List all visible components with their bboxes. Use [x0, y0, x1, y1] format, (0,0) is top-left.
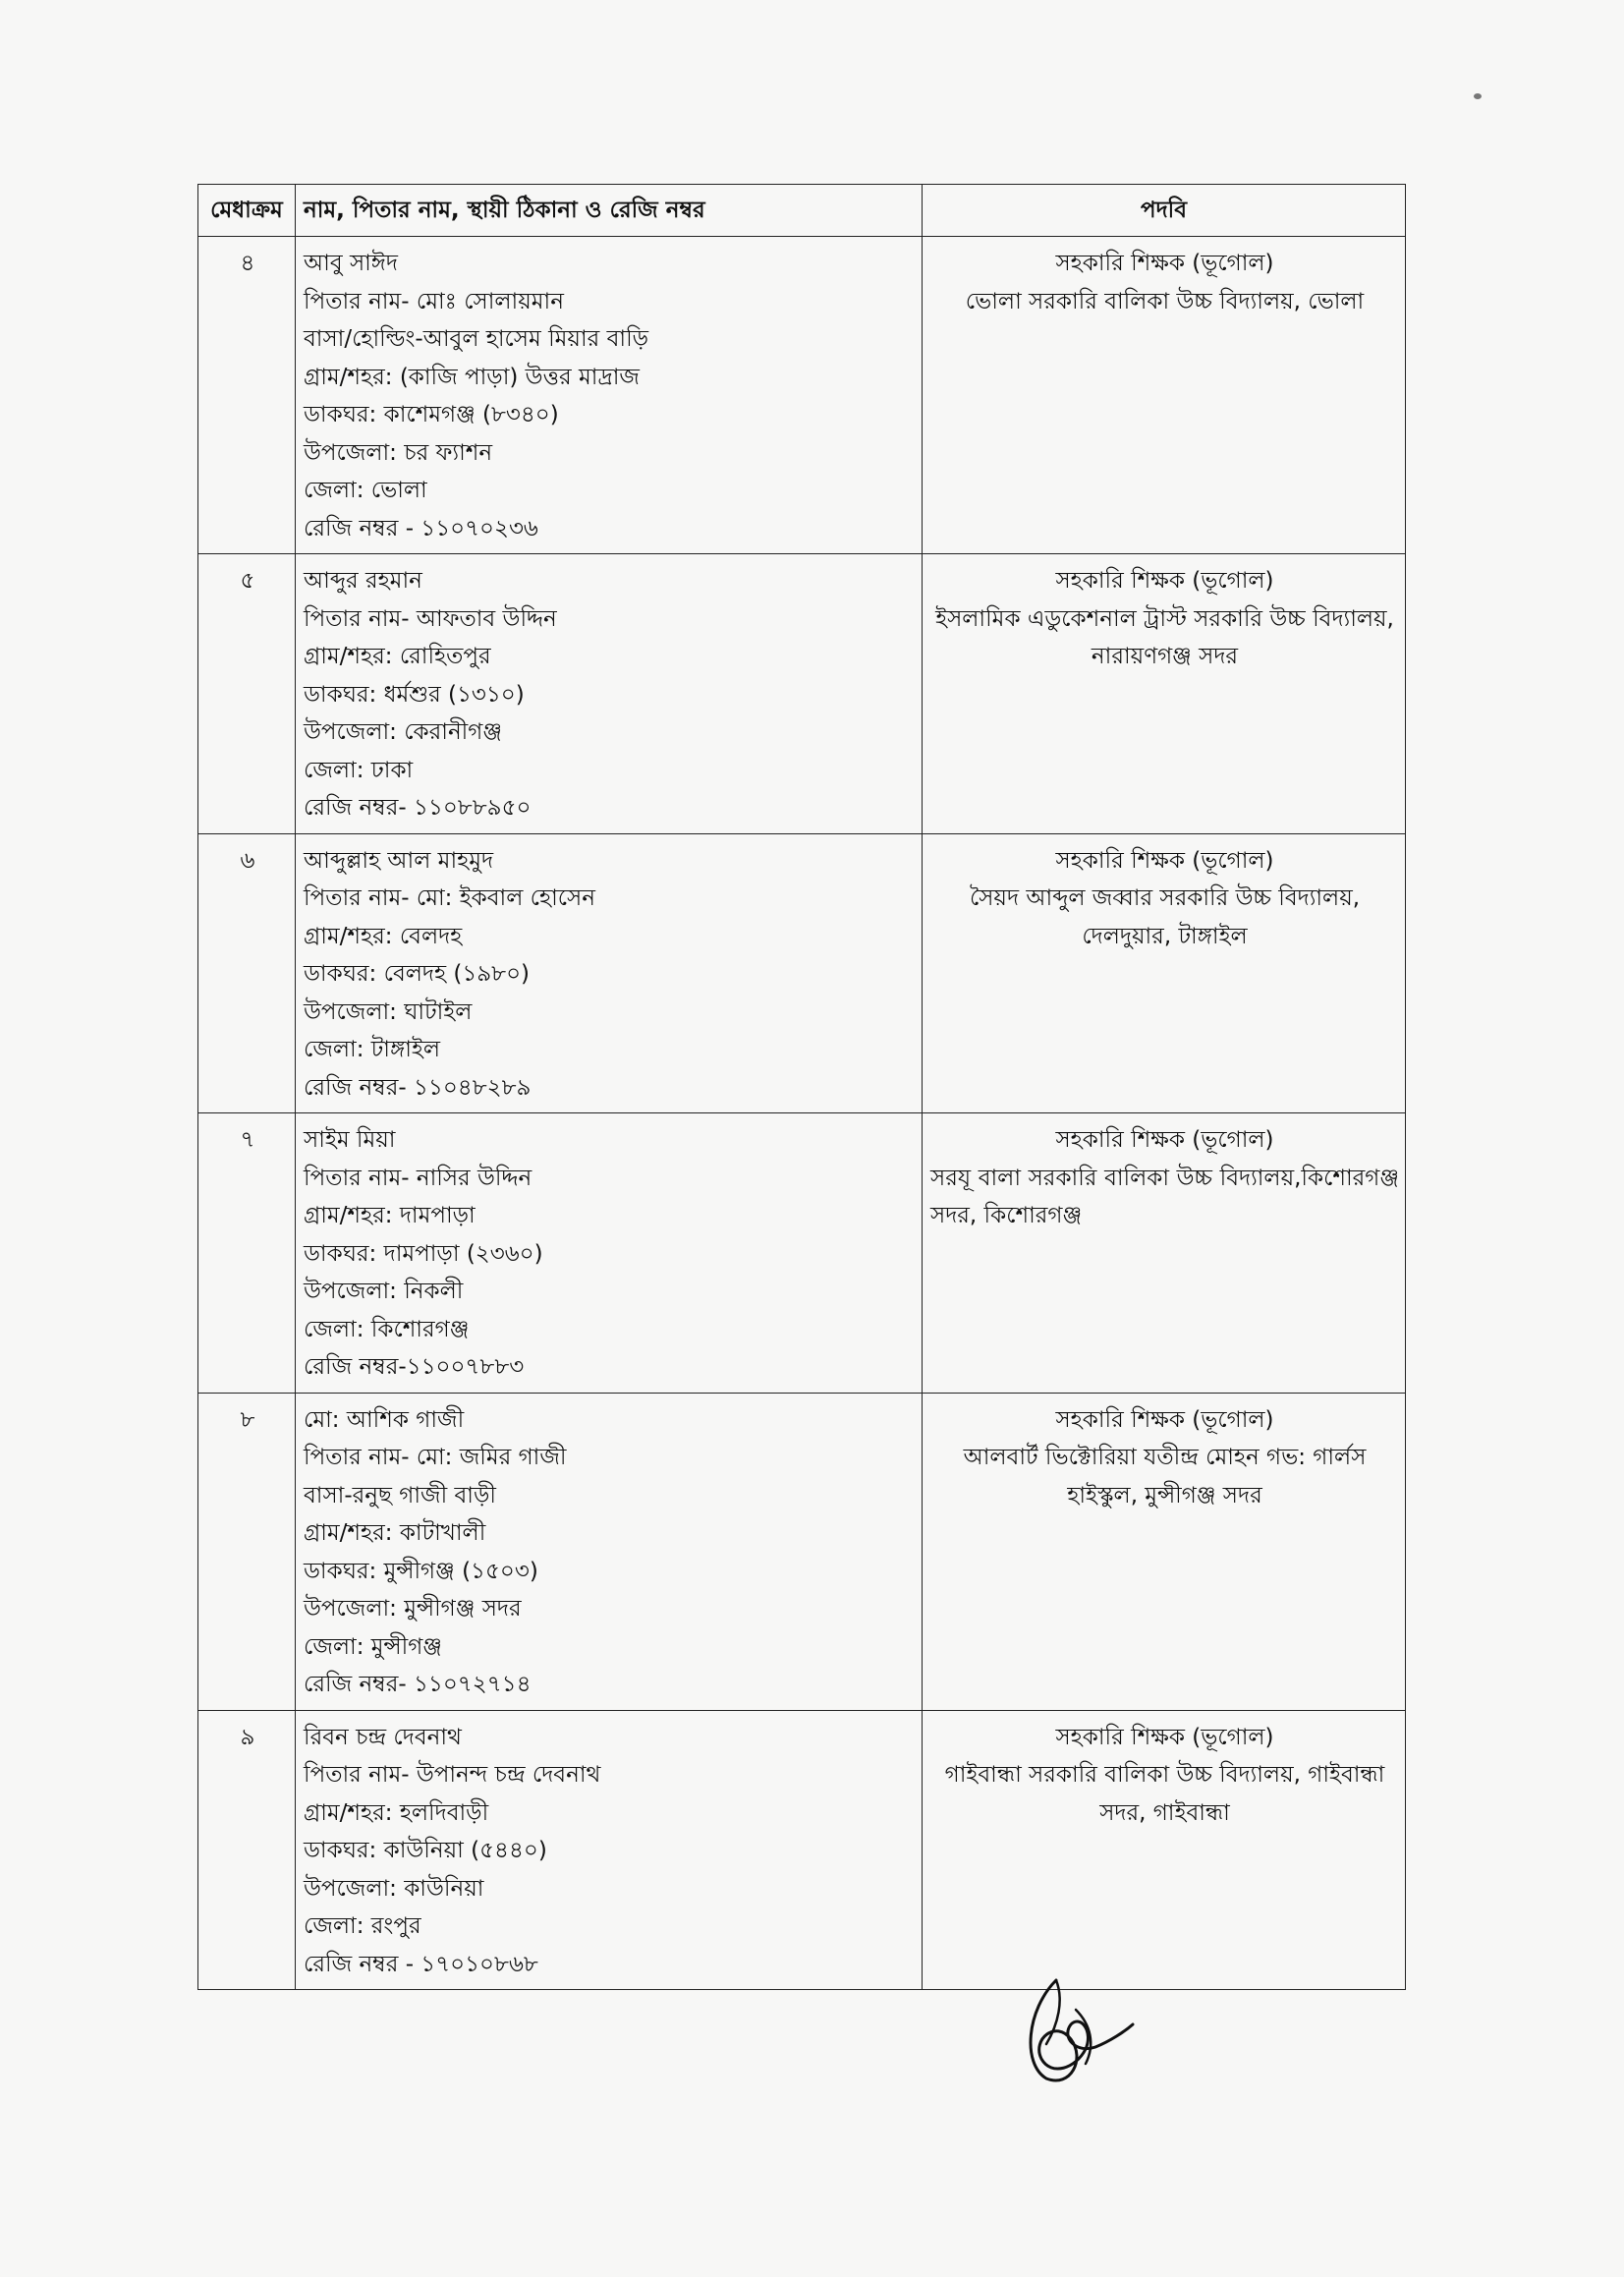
address-line: জেলা: ভোলা	[304, 478, 427, 503]
address-line: উপজেলা: নিকলী	[304, 1279, 464, 1304]
serial-cell: ৪	[198, 237, 296, 554]
registration-number: রেজি নম্বর - ১১০৭০২৩৬	[304, 515, 538, 541]
father-name: পিতার নাম- মোঃ সোলায়মান	[304, 288, 564, 314]
candidate-name: আবু সাঈদ	[304, 251, 398, 276]
address-line: উপজেলা: ঘাটাইল	[304, 998, 473, 1025]
registration-number: রেজি নম্বর- ১১০৮৮৯৫০	[304, 795, 532, 821]
name-address-cell	[296, 1113, 923, 1394]
father-name: পিতার নাম- মো: ইকবাল হোসেন	[304, 885, 595, 911]
header-serial: মেধাক্রম	[198, 185, 296, 237]
registration-number: রেজি নম্বর-১১০০৭৮৮৩	[304, 1354, 525, 1380]
name-address-cell	[296, 833, 923, 1113]
address-line: ডাকঘর: কাউনিয়া (৫৪৪০)	[304, 1838, 547, 1863]
address-line: ডাকঘর: বেলদহ (১৯৮০)	[304, 961, 531, 987]
address-line: বাসা-রনুছ গাজী বাড়ী	[304, 1482, 496, 1509]
post-cell	[923, 237, 1406, 554]
registration-number: রেজি নম্বর- ১১০৪৮২৮৯	[304, 1074, 532, 1101]
table-row	[198, 1393, 1406, 1710]
address-line: ডাকঘর: মুন্সীগঞ্জ (১৫০৩)	[304, 1558, 538, 1584]
post-title: সহকারি শিক্ষক (ভূগোল)	[1055, 1724, 1274, 1750]
father-name: পিতার নাম- নাসির উদ্দিন	[304, 1165, 532, 1191]
post-cell	[923, 1710, 1406, 1990]
post-cell	[923, 1393, 1406, 1710]
table-row	[198, 833, 1406, 1113]
father-name: পিতার নাম- উপানন্দ চন্দ্র দেবনাথ	[304, 1762, 601, 1788]
candidate-name: আব্দুল্লাহ আল মাহমুদ	[304, 847, 494, 874]
address-line: ডাকঘর: কাশেমগঞ্জ (৮৩৪০)	[304, 402, 559, 427]
name-address-cell	[296, 1710, 923, 1990]
address-line: উপজেলা: চর ফ্যাশন	[304, 439, 493, 466]
address-line: জেলা: টাঙ্গাইল	[304, 1037, 441, 1062]
candidate-name: রিবন চন্দ্র দেবনাথ	[304, 1724, 462, 1750]
post-school: গাইবান্ধা সরকারি বালিকা উচ্চ বিদ্যালয়, গাইবান্ধা সদর, গাইবান্ধা	[944, 1762, 1385, 1826]
address-line: জেলা: রংপুর	[304, 1913, 421, 1939]
table-row	[198, 237, 1406, 554]
serial-cell: ৬	[198, 833, 296, 1113]
address-line: জেলা: কিশোরগঞ্জ	[304, 1316, 470, 1342]
serial-cell: ৮	[198, 1393, 296, 1710]
address-line: জেলা: ঢাকা	[304, 757, 414, 783]
father-name: পিতার নাম- আফতাব উদ্দিন	[304, 605, 557, 632]
serial-cell: ৫	[198, 554, 296, 834]
post-school: আলবার্ট ভিক্টোরিয়া যতীন্দ্র মোহন গভ: গার্লস হাইস্কুল, মুন্সীগঞ্জ সদর	[963, 1445, 1367, 1509]
table-header-row	[198, 185, 1406, 237]
post-cell	[923, 554, 1406, 834]
address-line: উপজেলা: মুন্সীগঞ্জ সদর	[304, 1596, 522, 1622]
address-line: গ্রাম/শহর: রোহিতপুর	[304, 644, 491, 669]
name-address-cell	[296, 1393, 923, 1710]
post-title: সহকারি শিক্ষক (ভূগোল)	[1055, 1406, 1274, 1433]
address-line: জেলা: মুন্সীগঞ্জ	[304, 1633, 442, 1660]
candidate-name: মো: আশিক গাজী	[304, 1406, 465, 1433]
registration-number: রেজি নম্বর - ১৭০১০৮৬৮	[304, 1951, 538, 1977]
scan-speck	[1474, 93, 1482, 99]
post-cell	[923, 833, 1406, 1113]
handwritten-signature-icon	[1017, 1970, 1135, 2088]
address-line: গ্রাম/শহর: হলদিবাড়ী	[304, 1799, 489, 1826]
post-school: ভোলা সরকারি বালিকা উচ্চ বিদ্যালয়, ভোলা	[965, 288, 1365, 314]
post-title: সহকারি শিক্ষক (ভূগোল)	[1055, 251, 1274, 276]
post-school: সৈয়দ আব্দুল জব্বার সরকারি উচ্চ বিদ্যালয়, দেলদুয়ার, টাঙ্গাইল	[969, 885, 1361, 949]
address-line: গ্রাম/শহর: কাটাখালী	[304, 1520, 486, 1546]
post-title: সহকারি শিক্ষক (ভূগোল)	[1055, 568, 1274, 594]
address-line: গ্রাম/শহর: দামপাড়া	[304, 1203, 476, 1228]
address-line: উপজেলা: কেরানীগঞ্জ	[304, 719, 502, 745]
registration-number: রেজি নম্বর- ১১০৭২৭১৪	[304, 1672, 532, 1697]
table-row	[198, 1113, 1406, 1394]
table-row	[198, 1710, 1406, 1990]
serial-cell: ৭	[198, 1113, 296, 1394]
address-line: বাসা/হোল্ডিং-আবুল হাসেম মিয়ার বাড়ি	[304, 326, 649, 352]
name-address-cell	[296, 237, 923, 554]
candidate-name: আব্দুর রহমান	[304, 568, 422, 594]
post-school: সরযূ বালা সরকারি বালিকা উচ্চ বিদ্যালয়,কিশোরগঞ্জ সদর, কিশোরগঞ্জ	[930, 1165, 1399, 1228]
serial-cell: ৯	[198, 1710, 296, 1990]
merit-list-table	[197, 184, 1406, 1990]
header-post: পদবি	[923, 185, 1406, 237]
header-name-address: নাম, পিতার নাম, স্থায়ী ঠিকানা ও রেজি নম্বর	[296, 185, 923, 237]
address-line: ডাকঘর: ধর্মশুর (১৩১০)	[304, 681, 525, 708]
address-line: গ্রাম/শহর: (কাজি পাড়া) উত্তর মাদ্রাজ	[304, 364, 640, 390]
table-row	[198, 554, 1406, 834]
father-name: পিতার নাম- মো: জমির গাজী	[304, 1445, 567, 1470]
candidate-name: সাইম মিয়া	[304, 1127, 396, 1153]
post-school: ইসলামিক এডুকেশনাল ট্রাস্ট সরকারি উচ্চ বিদ্যালয়, নারায়ণগঞ্জ সদর	[935, 605, 1394, 669]
post-title: সহকারি শিক্ষক (ভূগোল)	[1055, 847, 1274, 874]
address-line: ডাকঘর: দামপাড়া (২৩৬০)	[304, 1240, 543, 1267]
address-line: উপজেলা: কাউনিয়া	[304, 1875, 484, 1902]
name-address-cell	[296, 554, 923, 834]
post-title: সহকারি শিক্ষক (ভূগোল)	[1055, 1127, 1274, 1153]
post-cell	[923, 1113, 1406, 1394]
address-line: গ্রাম/শহর: বেলদহ	[304, 923, 463, 949]
